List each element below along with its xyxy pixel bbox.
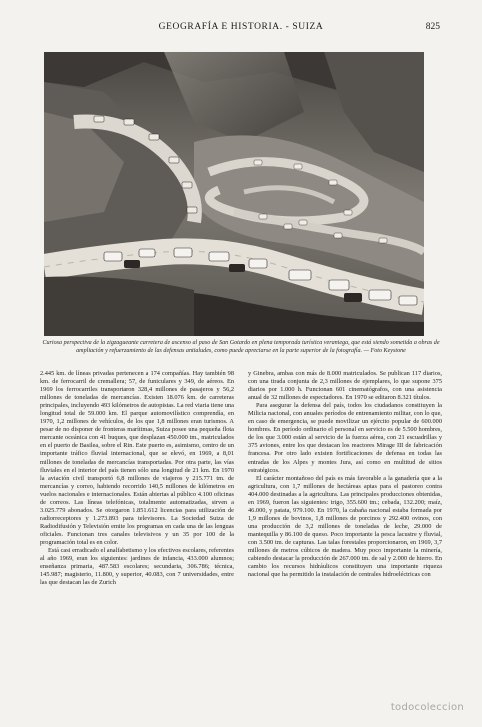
page-number: 825 bbox=[425, 22, 440, 32]
left-paragraph-1: 2.445 km. de líneas privadas pertenecen a 174 compañías. Hay también 98 km. de ferrocarril de cremallera; 57, de funiculares y 349, de aéreos. En 1969 los ferrocarriles transportaron 328,4 millones de pasajeros y 56,2 millones de toneladas de mercancías. Existen 18.076 km. de carreteras principales, incluyendo 493 kilómetros de autopistas. La red viaria tiene una longitud total de 59.000 km. El parque automovilístico comprendía, en 1970, 1,2 millones de vehículos, de los que 1,8 millones eran turismos. A pesar de no disponer de fronteras marítimas, Suiza posee una pequeña flota mercante oceánica con 41 buques, que desplazan 450.000 tm., matriculados en el puerto de Basilea, sobre el Rin. Este puerto es, asimismo, centro de un importante tráfico fluvial internacional, que se elevó, en 1969, a 8,01 millones de toneladas de mercancías transportadas. Por otra parte, las vías fluviales en el interior del país tienen sólo una longitud de 21 km. En 1970 la aviación civil transportó 6,8 millones de viajeros y 215.771 tm. de mercancías y correo, habiendo recorrido 140,5 millones de kilómetros en vuelos nacionales e internacionales. Están abiertas al público 4.100 oficinas de correos. Las líneas telefónicas, totalmente automatizadas, sirven a 3.025.779 abonados. Se otorgaron 1.851.612 licencias para utilización de radiorreceptores y 1.273.893 para televisores. La Sociedad Suiza de Radiodifusión y Televisión emite los programas en cada una de las lenguas oficiales. Funcionan tres canales televisivos y un 35 por 100 de la programación total es en color. bbox=[40, 370, 234, 546]
photo-caption: Curiosa perspectiva de la zigzagueante carretera de ascenso al paso de San Gotardo en plena temporada turística veraniega, que está siendo sometida a obras de ampliación y refuerzamiento de las defensas antialudes, como puede apreciarse en la parte superior de la fotografía. — Foto Keystone bbox=[42, 340, 440, 354]
left-paragraph-2: Está casi erradicado el analfabetismo y los efectivos escolares, referentes al año 1969, eran los siguientes: jardines de infancia, 433.000 alumnos; enseñanza primaria, 487.583 escolares; secundaria, 306.786; técnica, 145.987; magisterio, 11.800, y superior, 40.083, con 7 universidades, entre las que destacan las de Zurich bbox=[40, 547, 234, 587]
right-paragraph-2: Para asegurar la defensa del país, todos los ciudadanos constituyen la Milicia nacional, con anuales períodos de entrenamiento militar, con lo que, en caso de emergencia, se puede movilizar un ejército popular de 600.000 hombres. En período ordinario el personal en servicio es de 5.500 hombres, de los que 3.000 están al servicio de la fuerza aérea, con 21 escuadrillas y 375 aviones, entre los que destacan los reactores Mirage III de fabricación francesa. Por otro lado existen fortificaciones de defensa en todas las entradas de los Alpes y montes Jura, así como en multitud de sitios estratégicos. bbox=[248, 402, 442, 474]
watermark-logo: todocoleccion bbox=[390, 702, 464, 713]
road-photograph bbox=[44, 52, 424, 336]
left-text-column bbox=[40, 370, 234, 587]
page-header bbox=[40, 22, 442, 40]
running-title: GEOGRAFÍA E HISTORIA. - SUIZA bbox=[158, 22, 324, 32]
right-text-column bbox=[248, 370, 442, 579]
zigzag-road-illustration bbox=[44, 52, 424, 336]
right-paragraph-1: y Ginebra, ambas con más de 8.000 matriculados. Se publican 117 diarios, con una tirada conjunta de 2,3 millones de ejemplares, lo que supone 375 diarios por 1.000 h. Funcionan 601 cinematógrafos, con una asistencia anual de 32 millones de espectadores. En 1970 se editaron 8.321 títulos. bbox=[248, 370, 442, 402]
right-paragraph-3: El carácter montañoso del país es más favorable a la ganadería que a la agricultura, con 1,7 millones de hectáreas aptas para el pastoreo contra 404.000 destinadas a la agricultura. Las principales producciones obtenidas, en 1969, fueron las siguientes: trigo, 355.600 tm.; cebada, 132.200; maíz, 46.000, y patata, 979.100. En 1970, la cabaña nacional estaba formada por 1,9 millones de bovinos, 1,8 millones de porcinos y 292.400 ovinos, con una producción de 3,2 millones de toneladas de leche, 29.000 de mantequilla y 86.100 de queso. Poco importante la pesca lacustre y fluvial, con 3.500 tm. de capturas. Las talas forestales proporcionaron, en 1969, 3,7 millones de metros cúbicos de madera. Muy poco importante la minería, cabiendo destacar la producción de 267.000 tm. de sal y 2.000 de hierro. En cambio los recursos hidráulicos constituyen una importante riqueza nacional que ha permitido la instalación de centrales hidroeléctricas con bbox=[248, 474, 442, 579]
